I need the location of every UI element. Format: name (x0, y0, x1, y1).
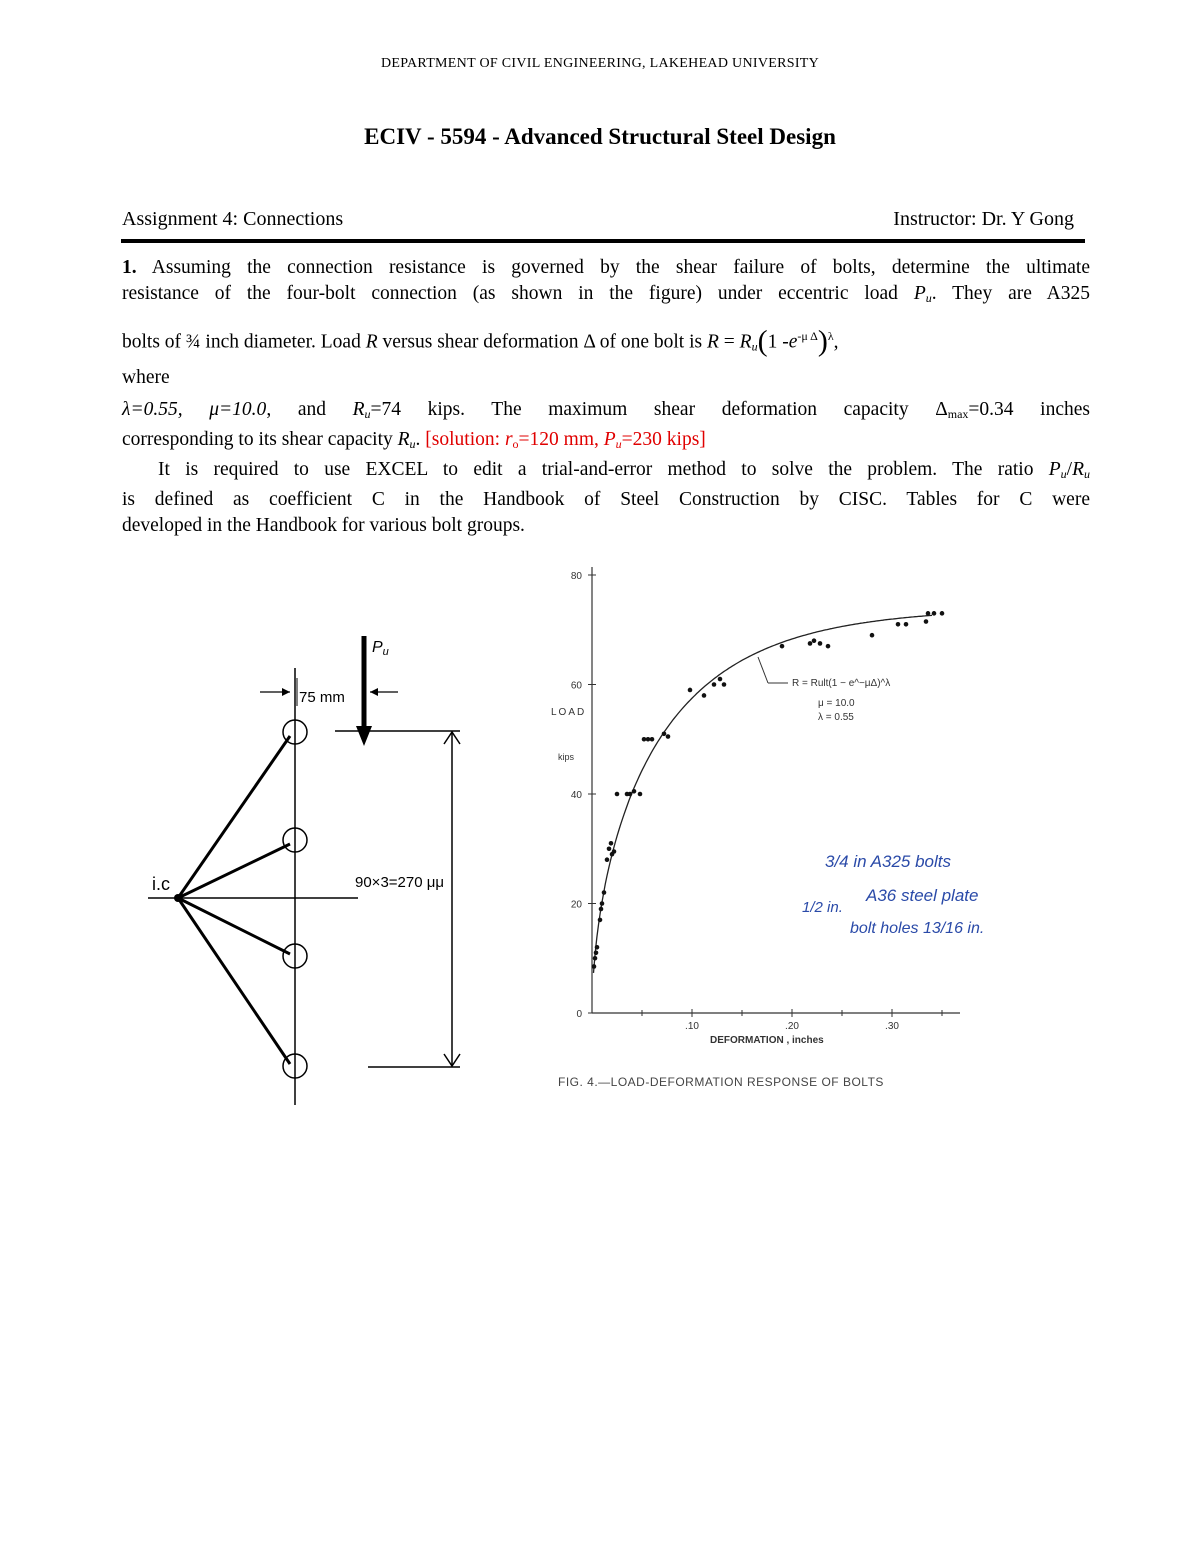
data-point (598, 918, 603, 923)
data-point (599, 907, 604, 912)
excel-paragraph: It is required to use EXCEL to edit a trial-and-error method to solve the problem. The ratio $P_u/R_u$ is defined as coefficient C in the Handbook of Steel Construction by CISC. Tables for C were developed in the Handbook for various bolt groups. (122, 459, 1090, 536)
data-point (607, 846, 612, 851)
data-point (932, 611, 937, 616)
instant-center-dot (174, 894, 182, 902)
problem-number: 1. (122, 257, 137, 278)
data-point (594, 950, 599, 955)
y-tick-label: 20 (570, 899, 582, 911)
y-tick-label: 80 (570, 571, 582, 582)
data-point (605, 857, 610, 862)
load-arrowhead (356, 726, 372, 746)
department-header: DEPARTMENT OF CIVIL ENGINEERING, LAKEHEAD UNIVERSITY (380, 56, 820, 71)
lambda-label: λ = 0.55 (818, 712, 854, 723)
data-point (592, 964, 597, 969)
note-plate: A36 steel plate (866, 886, 979, 905)
data-point (662, 731, 667, 736)
y-tick-label: 0 (576, 1009, 582, 1020)
load-deformation-chart (520, 555, 1040, 1100)
data-point (688, 688, 693, 693)
y-tick-label: 40 (570, 790, 582, 801)
note-plate-thickness: 1/2 in. (802, 899, 843, 916)
data-point (628, 792, 633, 797)
data-point (609, 841, 614, 846)
data-point (600, 901, 605, 906)
data-point (818, 641, 823, 646)
data-point (718, 677, 723, 682)
x-tick-label: .30 (885, 1021, 899, 1032)
data-point (646, 737, 651, 742)
chart-axes (592, 567, 960, 1013)
x-axis-label: DEFORMATION , inches (710, 1035, 824, 1046)
data-point (595, 945, 600, 950)
data-point (638, 792, 643, 797)
data-point (650, 737, 655, 742)
curve-leader-diag (758, 657, 768, 683)
x-tick-label: .20 (785, 1021, 799, 1032)
data-point (642, 737, 647, 742)
equation: R (706, 331, 719, 353)
equation-line: bolts of ¾ inch diameter. Load R versus shear deformation Δ of one bolt is $R = R_u(1$ $-e^{-\mu \Delta})^\lambda$, (122, 324, 839, 358)
data-point (896, 622, 901, 627)
data-point (593, 956, 598, 961)
data-point (812, 638, 817, 643)
data-point (940, 611, 945, 616)
header-rule (121, 239, 1085, 243)
data-point (602, 890, 607, 895)
data-point (924, 619, 929, 624)
parameters-paragraph: λ=0.55, μ=10.0, and $R_u=74$ kips. The maximum shear deformation capacity $\Delta_{max}=0.34$ inches corresponding to its shear capacity $R_u$. [solution: $r_o=120$ mm, $P_u=230$ kips] (122, 399, 1090, 451)
data-point (666, 734, 671, 739)
handwritten-notes (802, 852, 984, 937)
spacing-label: 90×3=270 μμ (355, 874, 445, 891)
y-axis-unit: kips (558, 752, 575, 762)
data-point (870, 633, 875, 638)
data-point (722, 682, 727, 687)
mu-label: μ = 10.0 (818, 698, 855, 709)
problem-paragraph: 1. Assuming the connection resistance is governed by the shear failure of bolts, determine the ultimate resistance of the four-bolt connection (as shown in the figure) under eccentric load $P_u$. They are A325 (122, 257, 1091, 305)
data-point (702, 693, 707, 698)
solution-note: [solution: $r_o=120$ mm, $P_u=230$ kips] (425, 429, 706, 451)
data-point (632, 789, 637, 794)
where-label: where (122, 367, 170, 388)
chart-caption: FIG. 4.—LOAD-DEFORMATION RESPONSE OF BOLTS (558, 1075, 884, 1089)
data-point (712, 682, 717, 687)
y-tick-label: 60 (570, 680, 582, 692)
ic-label: i.c (152, 874, 170, 894)
note-bolts: 3/4 in A325 bolts (825, 852, 952, 871)
assignment-label: Assignment 4: Connections (122, 208, 344, 230)
data-point (904, 622, 909, 627)
course-title: ECIV - 5594 - Advanced Structural Steel Design (364, 124, 836, 149)
eccentricity-label: 75 mm (299, 689, 345, 706)
instructor-label: Instructor: Dr. Y Gong (893, 208, 1074, 230)
y-axis-label: LOAD (551, 707, 587, 718)
bolt-group-figure (140, 628, 500, 1108)
data-point (780, 644, 785, 649)
data-point (615, 792, 620, 797)
data-point (926, 611, 931, 616)
data-point (808, 641, 813, 646)
data-point (826, 644, 831, 649)
radius-lines (178, 736, 290, 1064)
x-tick-label: .10 (685, 1021, 699, 1032)
data-point (612, 849, 617, 854)
curve-equation-label: R = Rult(1 − e^−μΔ)^λ (792, 678, 891, 689)
note-holes: bolt holes 13/16 in. (850, 920, 985, 937)
load-label: Pu (372, 639, 389, 658)
